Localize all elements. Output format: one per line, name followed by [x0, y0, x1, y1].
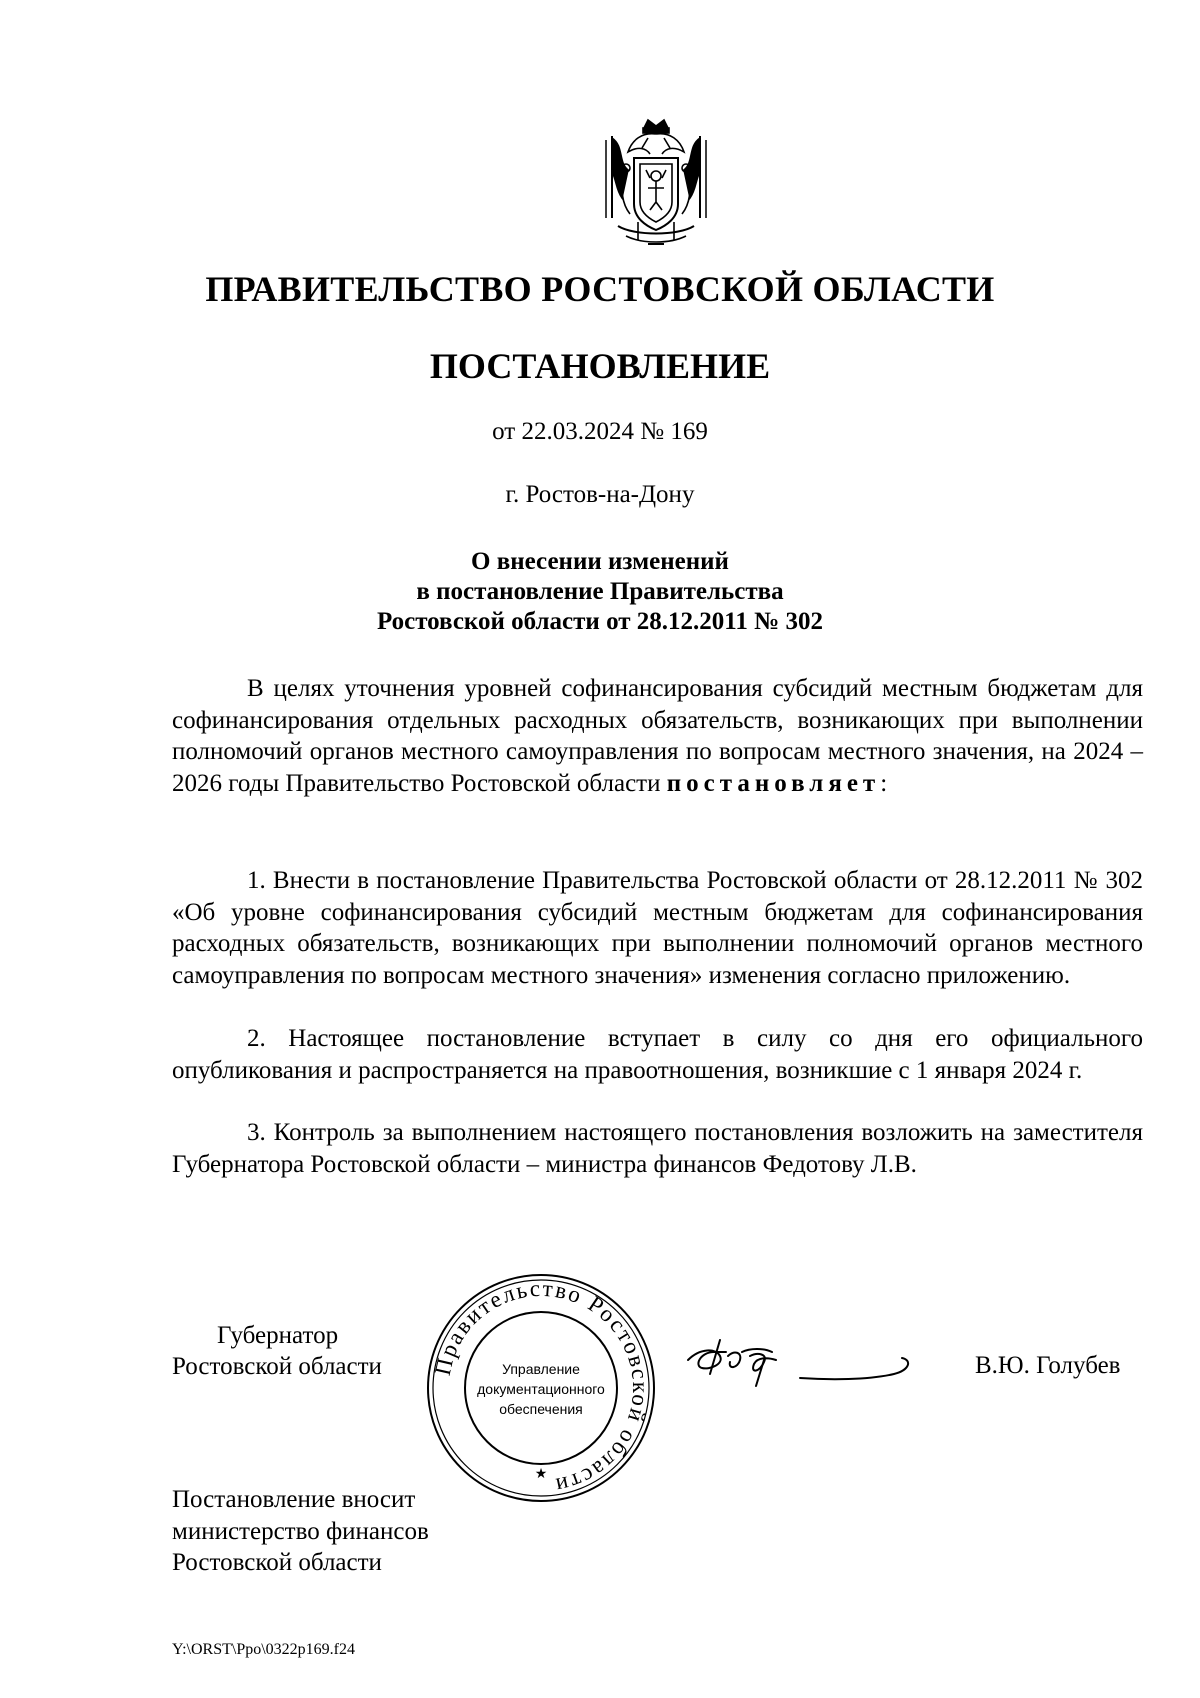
government-title: ПРАВИТЕЛЬСТВО РОСТОВСКОЙ ОБЛАСТИ — [205, 269, 995, 309]
introduced-by-block — [172, 1484, 429, 1579]
signatory-position — [172, 1320, 382, 1382]
subject-line: О внесении изменений — [471, 548, 729, 575]
official-seal-stamp — [425, 1272, 657, 1504]
document-subject — [0, 547, 1200, 637]
clause-2: 2. Настоящее постановление вступает в силу со дня его официального опубликования и распространяется на правоотношения, возникшие с 1 января 2024 г. — [172, 1025, 1143, 1084]
signatory-name: В.Ю. Голубев — [975, 1352, 1121, 1379]
seal-outer-text: Правительство Ростовской области — [429, 1275, 654, 1500]
introduced-by-line: Постановление вносит — [172, 1486, 416, 1513]
preamble-text: В целях уточнения уровней софинансирования субсидий местным бюджетам для софинансирования отдельных расходных обязательств, возникающих при выполнении полномочий органов местного самоуправления по вопросам местного значения, на 2024 – 2026 годы Правительство Ростовской области — [172, 675, 1143, 797]
document-type-title: ПОСТАНОВЛЕНИЕ — [429, 346, 771, 386]
introduced-by-line: министерство финансов — [172, 1517, 429, 1545]
document-date-number: от 22.03.2024 № 169 — [492, 418, 708, 445]
document-city: г. Ростов-на-Дону — [505, 481, 695, 508]
subject-line: Ростовской области от 28.12.2011 № 302 — [376, 608, 824, 635]
seal-star-icon: ★ — [534, 1466, 548, 1482]
signatory-position-line: Ростовской области — [172, 1353, 382, 1380]
coat-of-arms-emblem — [598, 118, 714, 250]
handwritten-signature — [680, 1330, 920, 1390]
clause-1: 1. Внести в постановление Правительства Ростовской области от 28.12.2011 № 302 «Об уровне софинансирования субсидий местным бюджетам для софинансирования расходных обязательств, возникающих при выполнении полномочий органов местного самоуправления по вопросам местного значения» изменения согласно приложению. — [172, 867, 1143, 989]
seal-inner-line: обеспечения — [499, 1401, 583, 1417]
preamble-paragraph — [172, 673, 1143, 799]
clause-3: 3. Контроль за выполнением настоящего постановления возложить на заместителя Губернатора Ростовской области – министра финансов Федотову Л.В. — [172, 1119, 1143, 1178]
file-path-footer: Y:\ORST\Ppo\0322p169.f24 — [172, 1641, 355, 1658]
preamble-end: : — [880, 769, 888, 797]
seal-inner-line: документационного — [477, 1381, 605, 1397]
seal-inner-line: Управление — [502, 1361, 580, 1377]
signatory-position-line: Губернатор — [217, 1322, 339, 1349]
introduced-by-line: Ростовской области — [172, 1549, 382, 1576]
resolves-keyword: постановляет — [666, 769, 881, 797]
subject-line: в постановление Правительства — [416, 578, 784, 605]
